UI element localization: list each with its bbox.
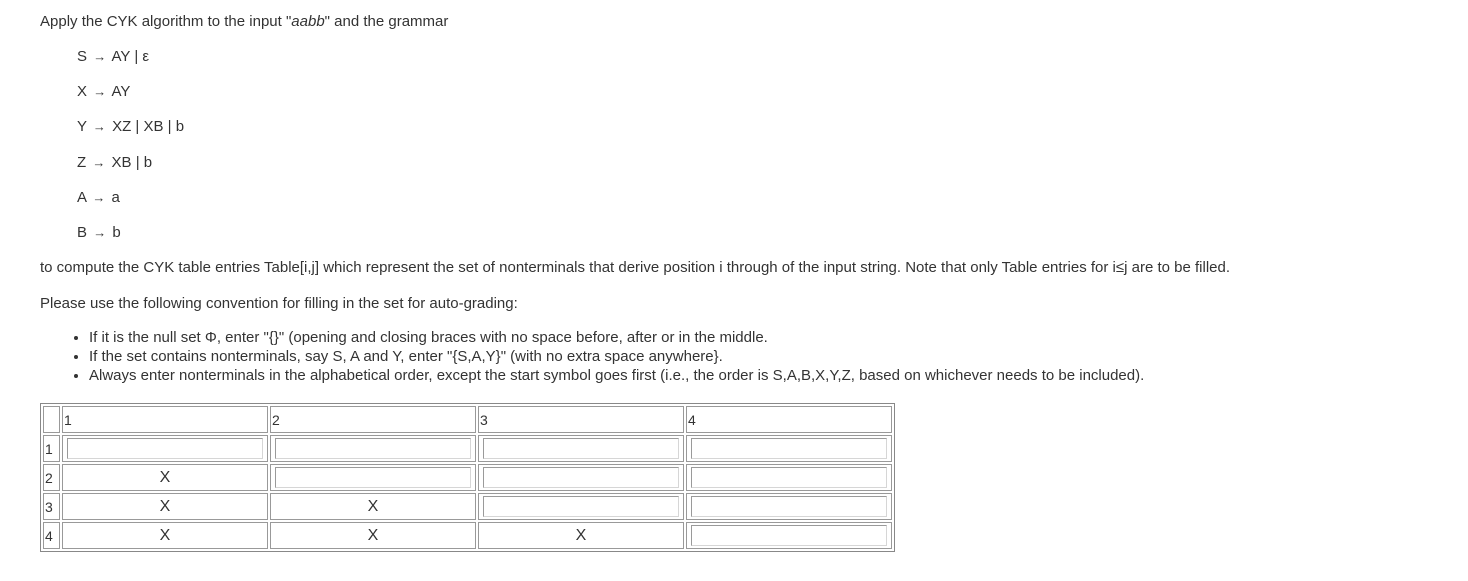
rule-lhs: S: [77, 48, 88, 65]
list-item: • If it is the null set Φ, enter "{}" (opening and closing braces with no space before, after or in the middle.: [89, 328, 1144, 347]
cell-input-1-4[interactable]: [691, 438, 887, 459]
cell-input-2-2[interactable]: [275, 467, 471, 488]
row-header: 2: [43, 464, 60, 491]
table-cell: [62, 435, 268, 462]
cell-input-4-4[interactable]: [691, 525, 887, 546]
grammar-rule: [77, 224, 121, 241]
rule-lhs: Y: [77, 118, 87, 135]
grammar-rule: [77, 189, 120, 206]
grammar-rule: [77, 83, 130, 100]
table-cell: [270, 464, 476, 491]
table-cell-disabled: [270, 493, 476, 520]
rule-rhs: AY: [111, 83, 131, 100]
grammar-rule: [77, 48, 149, 65]
table-row: [43, 493, 892, 520]
rule-rhs: AY | ε: [111, 48, 150, 65]
table-cell: [478, 435, 684, 462]
intro-before: Apply the CYK algorithm to the input ": [40, 13, 292, 30]
rule-lhs: X: [77, 83, 88, 100]
x-mark: X: [159, 468, 171, 486]
x-mark: X: [367, 526, 379, 544]
right-arrow-icon: →: [92, 190, 106, 205]
rule-rhs: a: [111, 189, 120, 206]
table-cell-disabled: [62, 493, 268, 520]
cell-input-1-3[interactable]: [483, 438, 679, 459]
table-cell: [686, 464, 892, 491]
rule-lhs: A: [77, 189, 87, 206]
table-cell: [478, 464, 684, 491]
column-header: 3: [478, 406, 684, 433]
rule-rhs: XZ | XB | b: [112, 118, 185, 135]
right-arrow-icon: →: [92, 155, 106, 170]
table-row: [43, 464, 892, 491]
table-cell: [686, 435, 892, 462]
table-cell: [686, 522, 892, 549]
table-cell: [686, 493, 892, 520]
x-mark: X: [575, 526, 587, 544]
rule-rhs: XB | b: [111, 154, 153, 171]
table-cell: [270, 435, 476, 462]
cyk-table: [40, 403, 895, 552]
row-header: 1: [43, 435, 60, 462]
column-header: 2: [270, 406, 476, 433]
table-row: [43, 522, 892, 549]
intro-after: " and the grammar: [324, 13, 449, 30]
right-arrow-icon: →: [93, 84, 107, 99]
x-mark: X: [159, 497, 171, 515]
cell-input-1-2[interactable]: [275, 438, 471, 459]
cell-input-3-3[interactable]: [483, 496, 679, 517]
grammar-rule: [77, 154, 152, 171]
table-cell-disabled: [62, 522, 268, 549]
row-header: 3: [43, 493, 60, 520]
table-header-row: [43, 406, 892, 433]
rule-lhs: Z: [77, 154, 87, 171]
x-mark: X: [367, 497, 379, 515]
cell-input-1-1[interactable]: [67, 438, 263, 459]
list-item: • If the set contains nonterminals, say S, A and Y, enter "{S,A,Y}" (with no extra space anywhere}.: [89, 347, 1144, 366]
table-row: [43, 435, 892, 462]
description-text: to compute the CYK table entries Table[i,j] which represent the set of nonterminals that derive position i through of the input string. Note that only Table entries for i≤j are to be filled.: [40, 259, 1231, 276]
cell-input-2-3[interactable]: [483, 467, 679, 488]
column-header: 1: [62, 406, 268, 433]
row-header: 4: [43, 522, 60, 549]
right-arrow-icon: →: [92, 119, 106, 134]
table-corner: [43, 406, 60, 433]
table-cell-disabled: [478, 522, 684, 549]
table-cell-disabled: [270, 522, 476, 549]
list-item: • Always enter nonterminals in the alphabetical order, except the start symbol goes first (i.e., the order is S,A,B,X,Y,Z, based on whichever needs to be included).: [89, 366, 1144, 385]
cell-input-3-4[interactable]: [691, 496, 887, 517]
table-cell: [478, 493, 684, 520]
convention-intro: Please use the following convention for filling in the set for auto-grading:: [40, 295, 518, 312]
table-cell-disabled: [62, 464, 268, 491]
grammar-rule: [77, 118, 184, 135]
right-arrow-icon: →: [93, 225, 107, 240]
input-string: aabb: [291, 13, 325, 30]
cell-input-2-4[interactable]: [691, 467, 887, 488]
right-arrow-icon: →: [93, 49, 107, 64]
x-mark: X: [159, 526, 171, 544]
rule-rhs: b: [112, 224, 121, 241]
rule-lhs: B: [77, 224, 88, 241]
intro-text: [40, 13, 448, 30]
convention-list: [40, 328, 1144, 385]
column-header: 4: [686, 406, 892, 433]
